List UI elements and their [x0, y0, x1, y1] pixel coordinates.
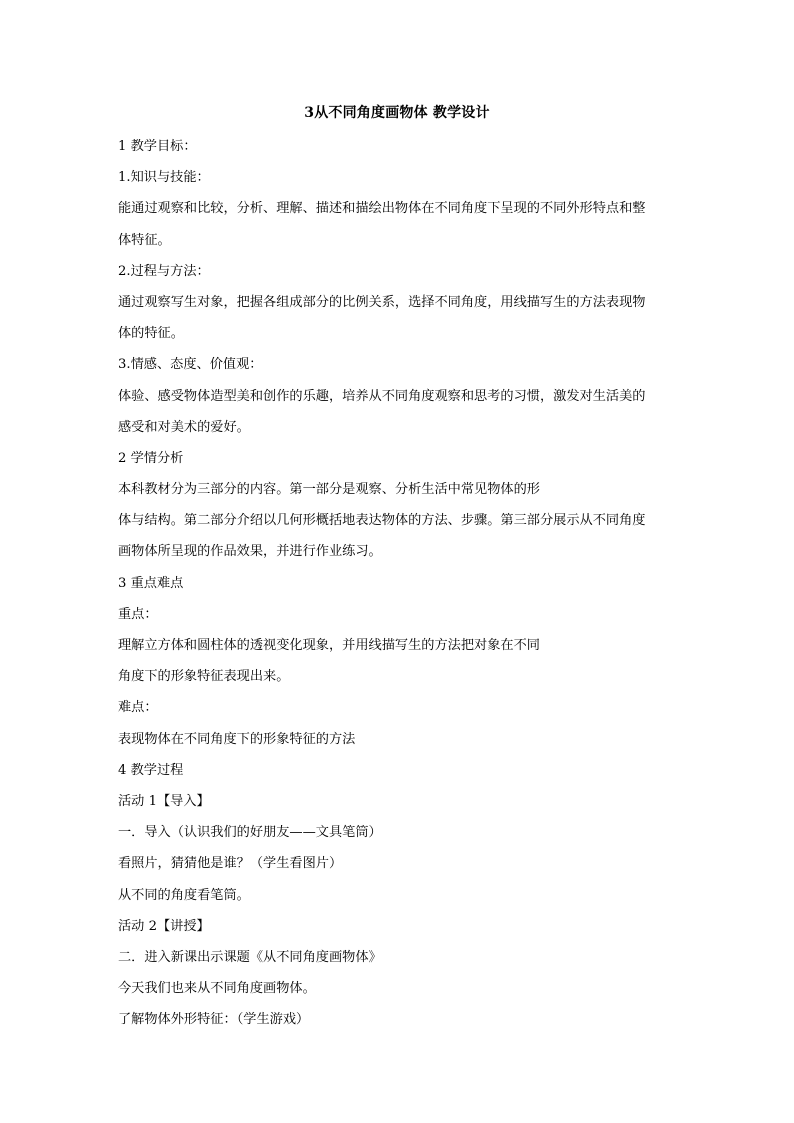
line-features: 了解物体外形特征：（学生游戏）	[118, 1012, 310, 1028]
line-focus-text-2: 角度下的形象特征表现出来。	[118, 669, 290, 685]
line-analysis-text-1: 本科教材分为三部分的内容。第一部分是观察、分析生活中常见物体的形	[118, 482, 540, 498]
line-keypoints-heading: 3 重点难点	[118, 575, 184, 591]
line-today: 今天我们也来从不同角度画物体。	[118, 981, 316, 997]
line-knowledge-heading: 1.知识与技能：	[118, 170, 210, 186]
document-body	[118, 131, 678, 1035]
line-process-section-heading: 4 教学过程	[118, 762, 184, 778]
line-process-text-2: 体的特征。	[118, 326, 184, 342]
line-difficulty-text: 表现物体在不同角度下的形象特征的方法	[118, 731, 356, 747]
line-intro-angles: 从不同的角度看笔筒。	[118, 887, 250, 903]
line-knowledge-text-1: 能通过观察和比较，分析、理解、描述和描绘出物体在不同角度下呈现的不同外形特点和整	[118, 201, 646, 217]
line-process-text-1: 通过观察写生对象，把握各组成部分的比例关系，选择不同角度，用线描写生的方法表现物	[118, 294, 646, 310]
line-analysis-text-2: 体与结构。第二部分介绍以几何形概括地表达物体的方法、步骤。第三部分展示从不同角度	[118, 513, 646, 529]
line-process-heading: 2.过程与方法：	[118, 263, 210, 279]
line-analysis-text-3: 画物体所呈现的作品效果，并进行作业练习。	[118, 544, 382, 560]
line-difficulty-label: 难点：	[118, 700, 158, 716]
line-emotion-text-1: 体验、感受物体造型美和创作的乐趣，培养从不同角度观察和思考的习惯，激发对生活美的	[118, 388, 646, 404]
line-new-lesson: 二．进入新课出示课题《从不同角度画物体》	[118, 949, 382, 965]
line-emotion-text-2: 感受和对美术的爱好。	[118, 419, 250, 435]
line-analysis-heading: 2 学情分析	[118, 450, 184, 466]
line-intro-photo: 看照片，猜猜他是谁？（学生看图片）	[118, 856, 343, 872]
line-focus-label: 重点：	[118, 606, 158, 622]
document-title: 3从不同角度画物体 教学设计	[304, 105, 490, 121]
line-goals-heading: 1 教学目标：	[118, 139, 197, 154]
line-activity-2: 活动 2【讲授】	[118, 918, 210, 934]
line-focus-text-1: 理解立方体和圆柱体的透视变化现象，并用线描写生的方法把对象在不同	[118, 638, 540, 653]
line-knowledge-text-2: 体特征。	[118, 232, 171, 248]
line-activity-1: 活动 1【导入】	[118, 793, 210, 809]
line-intro-step: 一．导入（认识我们的好朋友——文具笔筒）	[118, 825, 382, 841]
line-emotion-heading: 3.情感、态度、价值观：	[118, 357, 263, 373]
